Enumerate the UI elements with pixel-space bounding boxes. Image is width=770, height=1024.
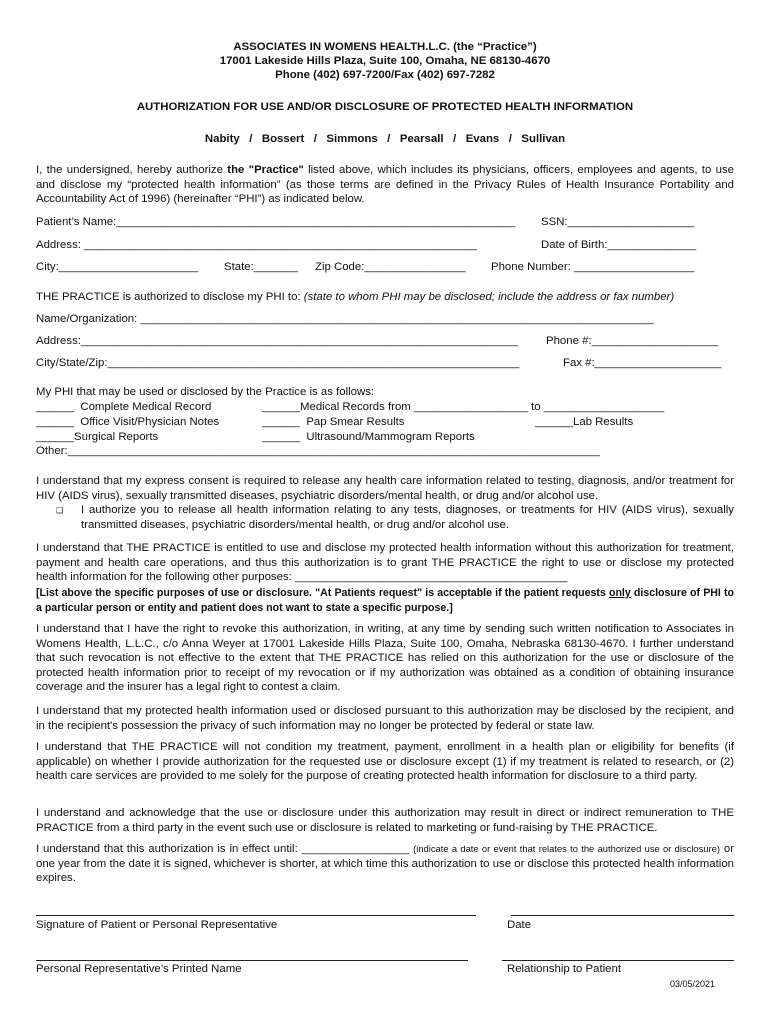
practice-name: ASSOCIATES IN WOMENS HEALTH.L.C. (the “Practice”) — [233, 41, 537, 53]
other-records-field[interactable]: Other:____________________________________________________________________________________ — [36, 445, 600, 457]
recipient-phone-field[interactable]: Phone #:____________________ — [546, 335, 719, 347]
other-purposes-paragraph: I understand that THE PRACTICE is entitled to use and disclose my protected health information without this authorization for treatment, payment and health care operations, and thus this authorization is to grant THE PRACTICE the right to use or disclose my protected health information for the following other purposes: ___________________________________________ — [36, 542, 734, 584]
checkbox-icon[interactable]: ❑ — [56, 506, 64, 515]
purpose-note — [36, 586, 734, 615]
form-title: AUTHORIZATION FOR USE AND/OR DISCLOSURE OF PROTECTED HEALTH INFORMATION — [136, 101, 634, 113]
lab-results-option[interactable]: ______Lab Results — [535, 416, 634, 428]
printed-name-label: Personal Representative’s Printed Name — [36, 963, 242, 975]
phone-number-field[interactable]: Phone Number: ___________________ — [491, 261, 695, 273]
purpose-note-only: only — [608, 587, 631, 599]
complete-medical-record-option[interactable]: ______ Complete Medical Record — [36, 401, 212, 413]
hiv-release-checkbox-text: I authorize you to release all health information relating to any tests, diagnoses, or treatments for HIV (AIDS virus), sexually transmitted diseases, psychiatric disorders/mental health, or drug and/or alcohol use. — [81, 504, 734, 531]
expiration-text-2: or one year from the date it is signed, whichever is shorter, at which time this authorization to use or disclose this protected health information expires. — [36, 843, 734, 885]
city-field[interactable]: City:______________________ — [36, 261, 199, 273]
ssn-field[interactable]: SSN:____________________ — [541, 216, 695, 228]
disclose-to-instructions: (state to whom PHI may be disclosed; include the address or fax number) — [303, 291, 675, 303]
intro-text-2: listed above, which includes its physicians, officers, employees and agents, to use and disclose my “protected health information” (as those terms are defined in the Privacy Rules of Health Insurance Portability and Accountability Act of 1996) (hereinafter “PHI”) as indicated below. — [36, 164, 734, 206]
records-heading: My PHI that may be used or disclosed by the Practice is as follows: — [36, 386, 375, 398]
recipient-city-field[interactable]: City/State/Zip:_________________________________________________________________ — [36, 357, 520, 369]
recipient-address-field[interactable]: Address:_____________________________________________________________________ — [36, 335, 519, 347]
medical-records-range-option[interactable]: ______Medical Records from __________________ to ___________________ — [262, 401, 665, 413]
intro-text-1: I, the undersigned, hereby authorize — [36, 164, 228, 176]
revision-date: 03/05/2021 — [670, 979, 716, 989]
relationship-label: Relationship to Patient — [507, 963, 621, 975]
disclose-to-heading — [36, 290, 674, 304]
disclose-to-lead: THE PRACTICE is authorized to disclose my PHI to: — [36, 291, 304, 303]
pap-smear-option[interactable]: ______ Pap Smear Results — [262, 416, 405, 428]
recipient-fax-field[interactable]: Fax #:____________________ — [563, 357, 722, 369]
signature-label: Signature of Patient or Personal Representative — [36, 919, 278, 931]
provider-names: Nabity / Bossert / Simmons / Pearsall / Evans / Sullivan — [204, 133, 566, 145]
expiration-instructions: (indicate a date or event that relates to the authorized use or disclosure) — [413, 843, 721, 854]
hiv-consent-paragraph: I understand that my express consent is required to release any health care information related to testing, diagnosis, and/or treatment for HIV (AIDS virus), sexually transmitted diseases, psychiatric disorders/mental health, or drug and/or alcohol use. — [36, 475, 734, 502]
purpose-note-text-1: [List above the specific purposes of use or disclosure. "At Patients request" is acceptable if the patient requests — [36, 587, 609, 599]
printed-name-line[interactable] — [36, 960, 468, 961]
practice-address: 17001 Lakeside Hills Plaza, Suite 100, Omaha, NE 68130-4670 — [219, 55, 551, 67]
intro-practice-bold: the "Practice" — [227, 164, 304, 176]
patient-name-field[interactable]: Patient’s Name:_______________________________________________________________ — [36, 216, 516, 228]
zip-field[interactable]: Zip Code:________________ — [315, 261, 466, 273]
ultrasound-option[interactable]: ______ Ultrasound/Mammogram Reports — [262, 431, 475, 443]
purpose-note-text-2: disclosure of PHI to a particular person or entity and patient does not want to state a specific purpose.] — [36, 587, 735, 614]
redisclosure-paragraph: I understand that my protected health information used or disclosed pursuant to this authorization may be disclosed by the recipient, and in the recipient's possession the privacy of such information may no longer be protected by federal or state law. — [36, 705, 734, 732]
surgical-reports-option[interactable]: ______Surgical Reports — [36, 431, 159, 443]
practice-phone-fax: Phone (402) 697-7200/Fax (402) 697-7282 — [275, 69, 495, 81]
revocation-paragraph: I understand that I have the right to revoke this authorization, in writing, at any time by sending such written notification to Associates in Womens Health, L.L.C., c/o Anna Weyer at 17001 Lakeside Hills Plaza, Suite 100, Omaha, Nebraska 68130-4670. I further understand that such revocation is not effective to the extent that THE PRACTICE has relied on this authorization for the use or disclosure of the protected health information prior to receipt of my revocation or if my authorization was obtained as a condition of obtaining insurance coverage and the insurer has a legal right to contest a claim. — [36, 623, 734, 694]
patient-address-field[interactable]: Address: ______________________________________________________________ — [36, 239, 477, 251]
conditioning-paragraph: I understand that THE PRACTICE will not condition my treatment, payment, enrollment in a health plan or eligibility for benefits (if applicable) on whether I provide authorization for the requested use or disclosure except (1) if my treatment is related to research, or (2) health care services are provided to me solely for the purpose of creating protected health information for disclosure to a third party. — [36, 741, 734, 783]
expiration-text-1: I understand that this authorization is in effect until: _________________ — [36, 843, 414, 855]
date-label: Date — [507, 919, 532, 931]
signature-line[interactable] — [36, 915, 476, 916]
date-line[interactable] — [511, 915, 734, 916]
office-visit-notes-option[interactable]: ______ Office Visit/Physician Notes — [36, 416, 220, 428]
recipient-name-field[interactable]: Name/Organization: _________________________________________________________________________________ — [36, 313, 654, 325]
remuneration-paragraph: I understand and acknowledge that the use or disclosure under this authorization may result in direct or indirect remuneration to THE PRACTICE from a third party in the event such use or disclosure is related to marketing or fund-raising by THE PRACTICE. — [36, 807, 734, 834]
state-field[interactable]: State:_______ — [224, 261, 299, 273]
expiration-paragraph — [36, 842, 734, 886]
relationship-line[interactable] — [502, 960, 734, 961]
date-of-birth-field[interactable]: Date of Birth:______________ — [541, 239, 697, 251]
intro-paragraph — [36, 163, 734, 207]
